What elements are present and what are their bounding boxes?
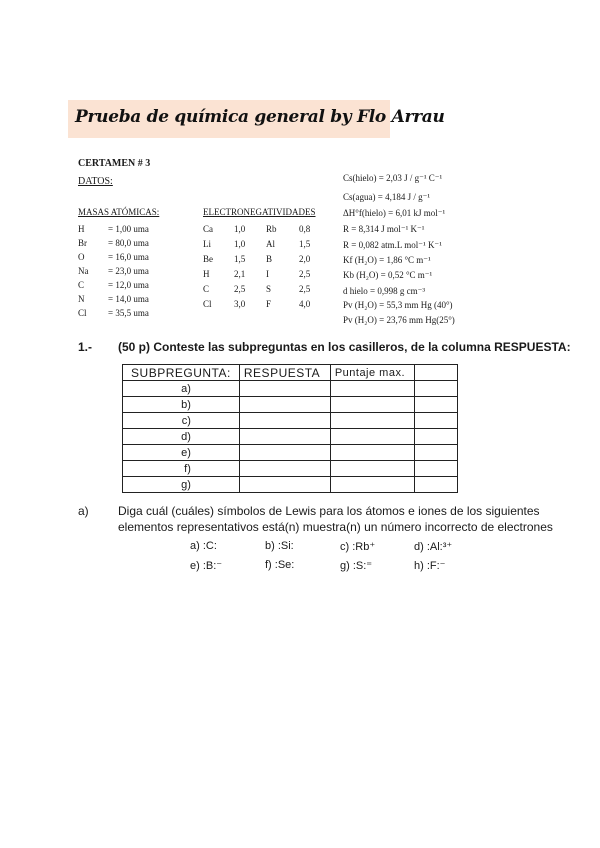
en-value: 4,0 (299, 299, 311, 309)
constant-item: Kb (H₂O) = 0,52 °C m⁻¹ (343, 270, 433, 280)
en-element: C (203, 284, 210, 294)
en-value: 2,5 (299, 269, 311, 279)
constant-item: R = 0,082 atm.L mol⁻¹ K⁻¹ (343, 240, 442, 250)
masas-header: MASAS ATÓMICAS: (78, 207, 160, 217)
lewis-option: e) :B:⁻ (190, 560, 223, 572)
row-label: f) (123, 461, 240, 477)
table-row (123, 397, 458, 413)
table-row (123, 381, 458, 397)
sub-a-label: a) (78, 504, 89, 518)
constant-item: Cs(hielo) = 2,03 J / g⁻¹ C⁻¹ (343, 173, 443, 183)
lewis-option: d) :Al:³⁺ (414, 541, 453, 553)
lewis-option: a) :C: (190, 540, 217, 552)
answer-cell[interactable] (239, 477, 330, 493)
en-value: 2,1 (234, 269, 246, 279)
masa-value: = 1,00 uma (108, 224, 149, 234)
constant-item: Pv (H₂O) = 23,76 mm Hg(25°) (343, 315, 455, 325)
en-element: Cl (203, 299, 212, 309)
en-element: F (266, 299, 272, 309)
en-value: 1,0 (234, 224, 246, 234)
row-label: b) (123, 397, 240, 413)
answer-cell[interactable] (239, 445, 330, 461)
table-row (123, 445, 458, 461)
masa-value: = 14,0 uma (108, 294, 149, 304)
constant-item: d hielo = 0,998 g cm⁻³ (343, 286, 426, 296)
table-row (123, 413, 458, 429)
extra-cell (415, 413, 458, 429)
score-cell (330, 413, 415, 429)
en-element: Rb (266, 224, 277, 234)
table-row (123, 461, 458, 477)
extra-cell (415, 477, 458, 493)
extra-cell (415, 461, 458, 477)
answer-cell[interactable] (239, 381, 330, 397)
score-cell (330, 381, 415, 397)
row-label: g) (123, 477, 240, 493)
row-label: d) (123, 429, 240, 445)
constant-item: Pv (H₂O) = 55,3 mm Hg (40°) (343, 300, 453, 310)
en-value: 2,5 (299, 284, 311, 294)
datos-label: DATOS: (78, 176, 113, 187)
en-element: H (203, 269, 210, 279)
en-value: 2,0 (299, 254, 311, 264)
extra-cell (415, 429, 458, 445)
col-extra (415, 365, 458, 381)
masa-element: H (78, 224, 85, 234)
masa-element: N (78, 294, 85, 304)
lewis-option: g) :S:⁼ (340, 560, 373, 572)
score-cell (330, 397, 415, 413)
question-text: (50 p) Conteste las subpreguntas en los casilleros, de la columna RESPUESTA: (118, 340, 571, 354)
score-cell (330, 445, 415, 461)
en-element: Al (266, 239, 275, 249)
en-element: I (266, 269, 269, 279)
answer-cell[interactable] (239, 413, 330, 429)
answer-cell[interactable] (239, 429, 330, 445)
table-body (123, 381, 458, 493)
en-element: Li (203, 239, 211, 249)
lewis-option: h) :F:⁻ (414, 560, 446, 572)
en-value: 1,5 (299, 239, 311, 249)
en-element: B (266, 254, 273, 264)
en-element: S (266, 284, 272, 294)
sub-a-line2: elementos representativos está(n) muestra(n) un número incorrecto de electrones (118, 520, 553, 534)
lewis-option: b) :Si: (265, 540, 294, 552)
score-cell (330, 461, 415, 477)
en-value: 0,8 (299, 224, 311, 234)
en-value: 1,5 (234, 254, 246, 264)
constant-item: R = 8,314 J mol⁻¹ K⁻¹ (343, 224, 425, 234)
col-respuesta: RESPUESTA (239, 365, 330, 381)
en-element: Be (203, 254, 213, 264)
en-value: 3,0 (234, 299, 246, 309)
row-label: e) (123, 445, 240, 461)
masa-value: = 35,5 uma (108, 308, 149, 318)
score-cell (330, 477, 415, 493)
constant-item: Kf (H₂O) = 1,86 °C m⁻¹ (343, 255, 431, 265)
row-label: c) (123, 413, 240, 429)
masa-value: = 80,0 uma (108, 238, 149, 248)
masa-element: Br (78, 238, 87, 248)
constant-item: Cs(agua) = 4,184 J / g⁻¹ (343, 192, 431, 202)
masa-element: Na (78, 266, 89, 276)
lewis-option: f) :Se: (265, 559, 295, 571)
answer-cell[interactable] (239, 461, 330, 477)
masa-element: O (78, 252, 85, 262)
masa-value: = 16,0 uma (108, 252, 149, 262)
masa-value: = 12,0 uma (108, 280, 149, 290)
masa-element: C (78, 280, 85, 290)
lewis-option: c) :Rb⁺ (340, 541, 376, 553)
sub-a-line1: Diga cuál (cuáles) símbolos de Lewis para los átomos e iones de los siguientes (118, 504, 540, 518)
table-row (123, 477, 458, 493)
certamen-label: CERTAMEN # 3 (78, 158, 151, 169)
extra-cell (415, 381, 458, 397)
question-number: 1.- (78, 340, 93, 354)
col-puntaje: Puntaje max. (330, 365, 415, 381)
masa-value: = 23,0 uma (108, 266, 149, 276)
constant-item: ΔH°f(hielo) = 6,01 kJ mol⁻¹ (343, 208, 446, 218)
extra-cell (415, 397, 458, 413)
row-label: a) (123, 381, 240, 397)
col-subpregunta: SUBPREGUNTA: (123, 365, 240, 381)
table-row (123, 429, 458, 445)
page-title: Prueba de química general by Flo Arrau (75, 107, 445, 127)
en-element: Ca (203, 224, 213, 234)
masa-element: Cl (78, 308, 87, 318)
en-value: 1,0 (234, 239, 246, 249)
electroneg-header: ELECTRONEGATIVIDADES (203, 207, 316, 217)
answer-cell[interactable] (239, 397, 330, 413)
extra-cell (415, 445, 458, 461)
en-value: 2,5 (234, 284, 246, 294)
answer-table (122, 364, 458, 493)
score-cell (330, 429, 415, 445)
table-header-row (123, 365, 458, 381)
